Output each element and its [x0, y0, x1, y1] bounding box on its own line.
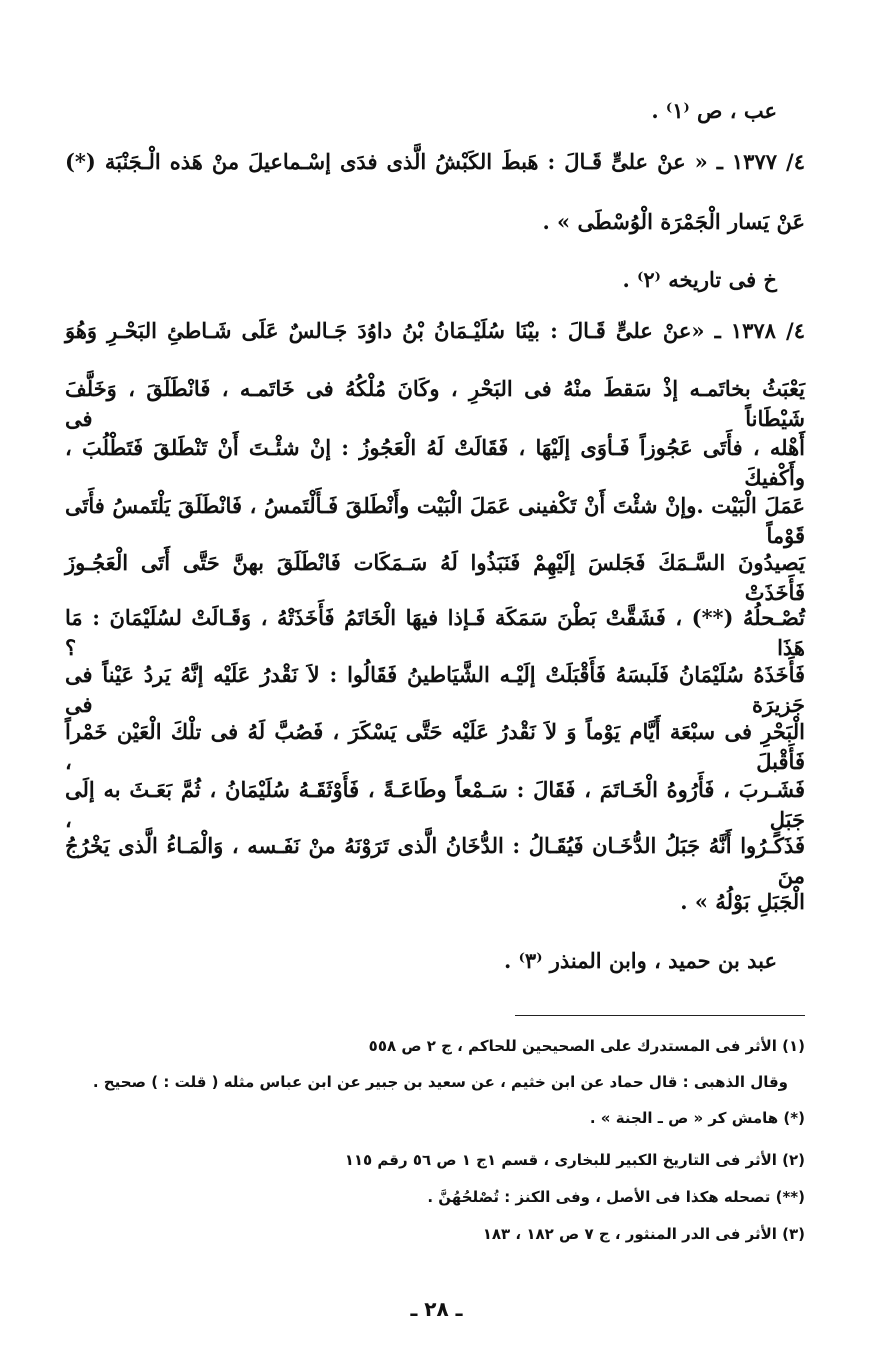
hadith-1378-line-6: تُصْـحلُهُ (**) ، فَشَقَّتْ بَطْنَ سَمَكَة فَـإذا فيهَا الْخَاتَمُ فَأَخَذَتْهُ ، وَقَـالَتْ لسُلَيْمَانَ : مَا هَذَا ؟: [65, 605, 805, 660]
hadith-1378-line-1: ٤/ ١٣٧٨ ـ «عنْ علىٍّ قَـالَ : بيْنَا سُلَيْـمَانُ بْنُ داوُدَ جَـالسٌ عَلَى شَـاطئِ البَحْـرِ وَهُوَ: [65, 318, 805, 343]
footnote-1-continuation: وقال الذهبى : قال حماد عن ابن خثيم ، عن سعيد بن جبير عن ابن عباس مثله ( قلت : ) صحيح .: [92, 1073, 788, 1091]
footnote-1: (١) الأثر فى المستدرك على الصحيحين للحاكم ، ج ٢ ص ٥٥٨: [368, 1037, 805, 1055]
source-reference-line: عبد بن حميد ، وابن المنذر ⁽٣⁾ .: [504, 948, 777, 973]
hadith-1378-line-4: عَمَلَ الْبَيْت .وإنْ شئْتَ أَنْ تَكْفينى عَمَلَ الْبَيْت وأَنْطَلقَ فَـأَلْتَمسُ ، فَانْطَلَقَ يَلْتَمسُ فأَتَى قَوْماً: [65, 493, 805, 548]
footnote-double-star: (**) تصحله هكذا فى الأصل ، وفى الكنز : تُصْلحُهُنَّ .: [427, 1188, 805, 1206]
hadith-1378-line-3: أَهْله ، فأَتَى عَجُوزاً فَـأوَى إلَيْهَا ، فَقَالَتْ لَهُ الْعَجُوزُ : إنْ شئْـتَ أَنْ تَنْطَلقَ فَتَطْلُبَ ، وأَكْفيكَ: [65, 435, 805, 490]
hadith-1378-line-2: يَعْبَثُ بخاتَمـه إذْ سَقطَ منْهُ فى البَحْرِ ، وكَانَ مُلْكُهُ فى خَاتَمـه ، فَانْطَلَقَ ، وَخَلَّفَ شَيْطَاناً فى: [65, 376, 805, 431]
footnote-2: (٢) الأثر فى التاريخ الكبير للبخارى ، قسم ١ج ١ ص ٥٦ رقم ١١٥: [344, 1151, 805, 1169]
footnote-separator: [515, 1015, 805, 1016]
footnote-star: (*) هامش كر « ص ـ الجنة » .: [589, 1109, 805, 1127]
hadith-1378-line-5: يَصيدُونَ السَّـمَكَ فَجَلسَ إلَيْهِمْ فَنَبَذُوا لَهُ سَـمَكَات فَانْطَلَقَ بهنَّ حَتَّى أَتَى الْعَجُـوزَ فَأَخَذَتْ: [65, 550, 805, 605]
hadith-1377-line-2: عَنْ يَسار الْجَمْرَة الْوُسْطَى » .: [542, 209, 805, 234]
hadith-1377-line-1: ٤/ ١٣٧٧ ـ « عنْ علىٍّ قَـالَ : هَبطَ الكَبْشُ الَّذى فدَى إسْـماعيلَ منْ هَذه الْـجَنْبَة (*): [65, 149, 805, 174]
source-reference-line: عب ، ص ⁽١⁾ .: [651, 98, 777, 123]
page-number: ـ ٢٨ ـ: [410, 1297, 463, 1321]
footnote-3: (٣) الأثر فى الدر المنثور ، ج ٧ ص ١٨٢ ، ١٨٣: [482, 1225, 805, 1243]
hadith-1378-line-8: الْبَحْرِ فى سبْعَة أَيَّام يَوْماً وَ لاَ نَقْدرُ عَلَيْه حَتَّى يَسْكَرَ ، فَصُبَّ لَهُ فى تلْكَ الْعَيْن خَمْراً فَأَقْبلَ ،: [65, 719, 805, 774]
hadith-1378-line-9: فَشَـربَ ، فَأَرُوهُ الْخَـاتَمَ ، فَقَالَ : سَـمْعاً وطَاعَـةً ، فَأَوْثَقَـهُ سُلَيْمَانُ ، ثُمَّ بَعَـثَ به إلَى جَبَلٍ ،: [65, 777, 805, 832]
source-reference-line: خ فى تاريخه ⁽٢⁾ .: [622, 267, 777, 292]
hadith-1378-line-11: الْجَبَلِ بَوْلُهُ » .: [680, 889, 805, 914]
hadith-1378-line-7: فَأَخَذَهُ سُلَيْمَانُ فَلَبسَهُ فَأَقْبَلَتْ إلَيْـه الشَّيَاطينُ فَقَالُوا : لاَ نَقْدرُ عَلَيْه إنَّهُ يَردُ عَيْناً فى جَزيرَة فى: [65, 662, 805, 717]
hadith-1378-line-10: فَذَكَـرُوا أَنَّهُ جَبَلُ الدُّخَـان فَيُقَـالُ : الدُّخَانُ الَّذى تَرَوْنَهُ منْ نَفَـسه ، وَالْمَـاءُ الَّذى يَخْرُجُ منَ: [65, 833, 805, 888]
